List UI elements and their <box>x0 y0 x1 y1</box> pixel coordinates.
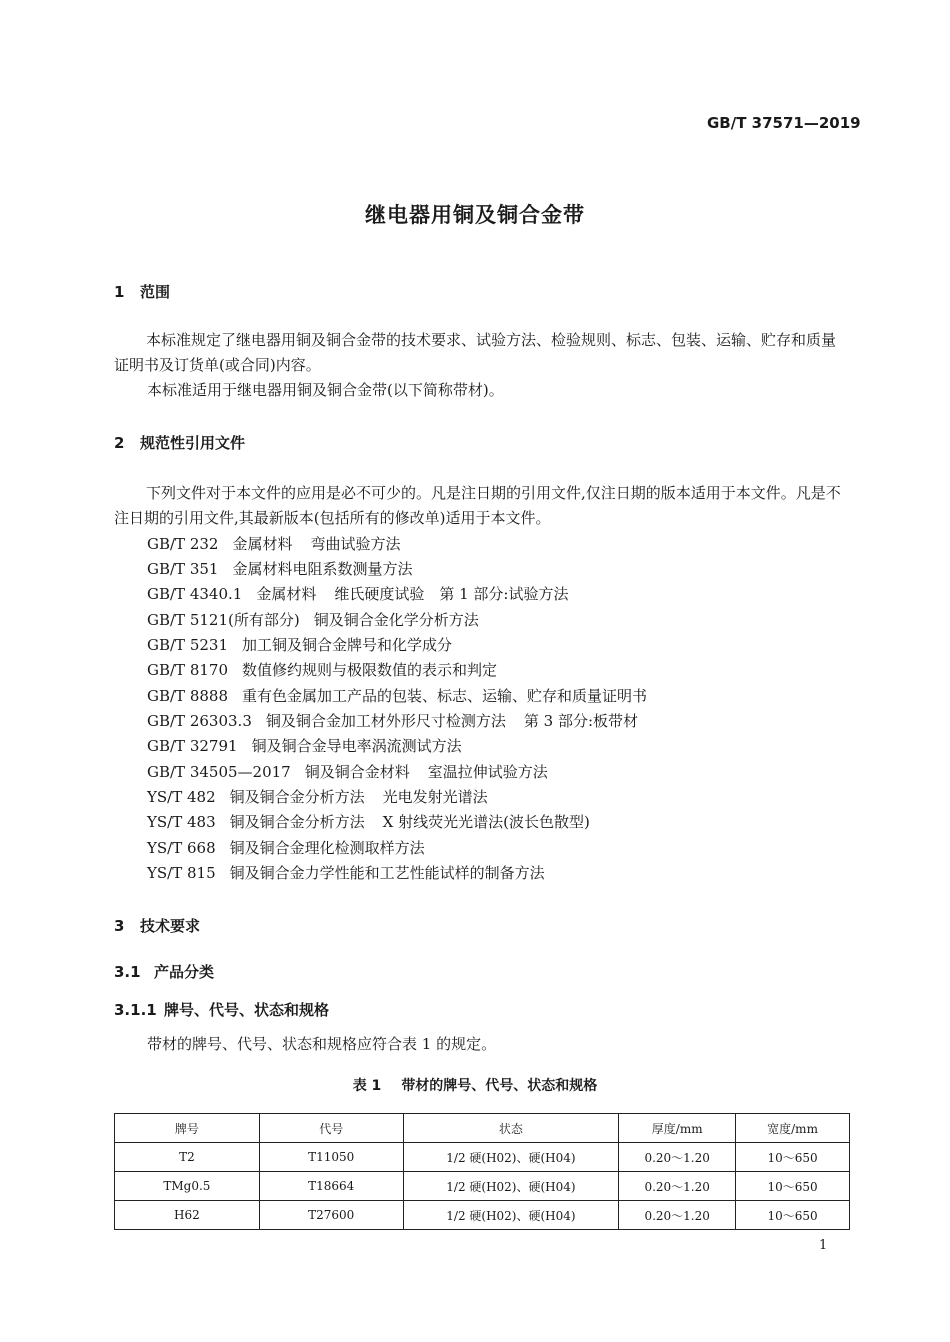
table-cell: T11050 <box>259 1143 403 1172</box>
reference-title: 铜及铜合金分析方法 <box>229 788 365 806</box>
table-row <box>115 1201 850 1230</box>
table-cell: T18664 <box>259 1172 403 1201</box>
section-title: 技术要求 <box>140 917 201 935</box>
reference-title: 金属材料电阻系数测量方法 <box>232 560 413 578</box>
table-row <box>115 1172 850 1201</box>
scope-paragraph-2: 本标准适用于继电器用铜及铜合金带(以下简称带材)。 <box>147 381 504 399</box>
table-label: 表 1 <box>352 1078 382 1094</box>
standard-number: GB/T 37571—2019 <box>707 114 861 132</box>
table-cell: 10～650 <box>736 1143 850 1172</box>
reference-code: GB/T 5231 <box>147 636 229 654</box>
table-caption-text: 带材的牌号、代号、状态和规格 <box>401 1078 598 1094</box>
reference-title: 金属材料 <box>256 585 317 603</box>
section-3-heading <box>114 915 200 936</box>
table-cell: 1/2 硬(H02)、硬(H04) <box>403 1201 619 1230</box>
reference-item <box>147 735 480 756</box>
table-caption <box>0 1075 950 1095</box>
reference-item <box>147 837 443 858</box>
column-header: 宽度/mm <box>736 1114 850 1143</box>
section-title: 产品分类 <box>154 963 215 981</box>
section-number: 3 <box>114 917 125 935</box>
reference-title: 铜及铜合金分析方法 <box>229 813 365 831</box>
reference-code: GB/T 4340.1 <box>147 585 243 603</box>
reference-code: GB/T 351 <box>147 560 219 578</box>
reference-item <box>147 786 488 807</box>
reference-code: YS/T 668 <box>147 839 216 857</box>
reference-item <box>147 634 470 655</box>
section-number: 3.1 <box>114 963 141 981</box>
table-cell: TMg0.5 <box>115 1172 260 1201</box>
section-3-1-1-heading <box>114 999 329 1020</box>
reference-item <box>147 533 401 554</box>
reference-code: YS/T 815 <box>147 864 216 882</box>
reference-item <box>147 583 568 604</box>
scope-paragraph-1: 本标准规定了继电器用铜及铜合金带的技术要求、试验方法、检验规则、标志、包装、运输、贮存和质量证明书及订货单(或合同)内容。 <box>114 331 837 374</box>
section-number: 1 <box>114 283 125 301</box>
reference-item <box>147 761 548 782</box>
table-cell: 0.20～1.20 <box>619 1143 736 1172</box>
reference-code: GB/T 34505—2017 <box>147 763 291 781</box>
column-header: 牌号 <box>115 1114 260 1143</box>
reference-code: GB/T 232 <box>147 535 219 553</box>
reference-subtitle: 弯曲试验方法 <box>310 535 401 553</box>
reference-title: 加工铜及铜合金牌号和化学成分 <box>242 636 453 654</box>
reference-code: YS/T 483 <box>147 813 216 831</box>
section-title: 范围 <box>140 283 171 301</box>
column-header: 代号 <box>259 1114 403 1143</box>
reference-code: GB/T 8888 <box>147 687 229 705</box>
table-cell: H62 <box>115 1201 260 1230</box>
reference-title: 铜及铜合金导电率涡流测试方法 <box>251 737 462 755</box>
reference-code: GB/T 8170 <box>147 661 229 679</box>
table-cell: 0.20～1.20 <box>619 1172 736 1201</box>
reference-title: 铜及铜合金材料 <box>304 763 410 781</box>
table-header-row <box>115 1114 850 1143</box>
reference-item <box>147 685 665 706</box>
spec-table <box>114 1113 850 1230</box>
reference-title: 铜及铜合金加工材外形尺寸检测方法 <box>265 712 506 730</box>
table-cell: T27600 <box>259 1201 403 1230</box>
reference-item <box>147 609 497 630</box>
reference-code: YS/T 482 <box>147 788 216 806</box>
reference-title: 铜及铜合金化学分析方法 <box>313 611 479 629</box>
table-cell: 1/2 硬(H02)、硬(H04) <box>403 1172 619 1201</box>
column-header: 厚度/mm <box>619 1114 736 1143</box>
page-number: 1 <box>819 1238 828 1253</box>
references-intro: 下列文件对于本文件的应用是必不可少的。凡是注日期的引用文件,仅注日期的版本适用于本文件。凡是不注日期的引用文件,其最新版本(包括所有的修改单)适用于本文件。 <box>114 484 841 527</box>
reference-code: GB/T 5121(所有部分) <box>147 611 300 629</box>
reference-item <box>147 659 515 680</box>
reference-item <box>147 862 563 883</box>
section-title: 牌号、代号、状态和规格 <box>164 1001 330 1019</box>
table-cell: T2 <box>115 1143 260 1172</box>
reference-item <box>147 558 430 579</box>
section-2-heading <box>114 432 245 453</box>
column-header: 状态 <box>403 1114 619 1143</box>
reference-title: 数值修约规则与极限数值的表示和判定 <box>242 661 498 679</box>
section-number: 3.1.1 <box>114 1001 157 1019</box>
table-cell: 10～650 <box>736 1172 850 1201</box>
reference-subtitle: 室温拉伸试验方法 <box>427 763 548 781</box>
table-cell: 1/2 硬(H02)、硬(H04) <box>403 1143 619 1172</box>
table-row <box>115 1143 850 1172</box>
reference-subtitle: 维氏硬度试验 第 1 部分:试验方法 <box>334 585 569 603</box>
table-cell: 0.20～1.20 <box>619 1201 736 1230</box>
section-title: 规范性引用文件 <box>140 434 246 452</box>
section-number: 2 <box>114 434 125 452</box>
reference-title: 重有色金属加工产品的包装、标志、运输、贮存和质量证明书 <box>242 687 648 705</box>
reference-subtitle: 第 3 部分:板带材 <box>523 712 639 730</box>
reference-title: 铜及铜合金理化检测取样方法 <box>229 839 425 857</box>
reference-item <box>147 710 638 731</box>
reference-subtitle: X 射线荧光光谱法(波长色散型) <box>382 813 590 831</box>
reference-title: 金属材料 <box>232 535 293 553</box>
table-cell: 10～650 <box>736 1201 850 1230</box>
reference-item <box>147 811 590 832</box>
table-intro-paragraph: 带材的牌号、代号、状态和规格应符合表 1 的规定。 <box>147 1035 497 1053</box>
section-3-1-heading <box>114 961 214 982</box>
section-1-heading <box>114 281 170 302</box>
reference-subtitle: 光电发射光谱法 <box>382 788 488 806</box>
reference-code: GB/T 32791 <box>147 737 238 755</box>
document-title: 继电器用铜及铜合金带 <box>365 203 585 227</box>
reference-code: GB/T 26303.3 <box>147 712 252 730</box>
reference-title: 铜及铜合金力学性能和工艺性能试样的制备方法 <box>229 864 545 882</box>
